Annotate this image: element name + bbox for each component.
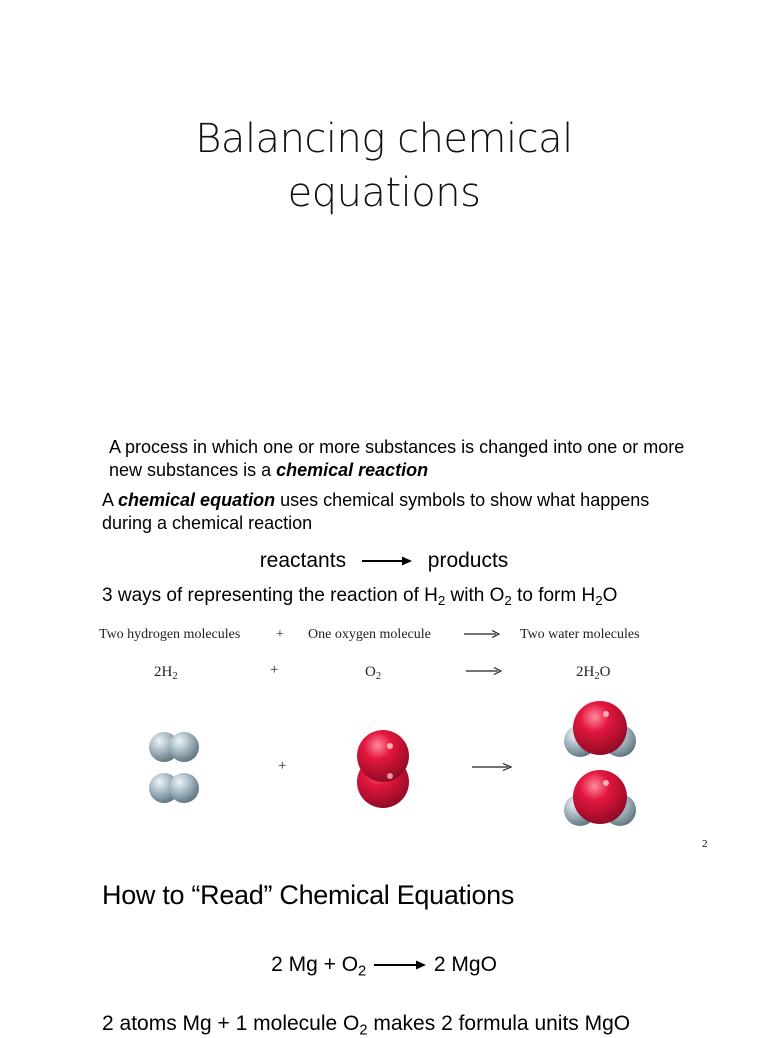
title-line-2: equations xyxy=(287,170,481,216)
ways-sub-3: 2 xyxy=(595,592,603,608)
reactants-label: reactants xyxy=(259,549,347,572)
mg-arrow-icon xyxy=(374,959,426,971)
ways-text-1: 3 ways of representing the reaction of H xyxy=(102,585,438,606)
ways-sub-1: 2 xyxy=(437,592,446,608)
formula-hydrogen xyxy=(154,664,178,681)
reaction-arrow-icon xyxy=(362,555,412,567)
hydrogen-molecule-2 xyxy=(149,773,199,803)
title-line-1: Balancing chemical xyxy=(195,116,573,162)
reactants-products-line xyxy=(0,547,768,575)
products-label: products xyxy=(427,549,509,572)
atoms-line xyxy=(102,1010,630,1038)
mg-equation-sub: 2 xyxy=(358,963,367,980)
definition2-term: chemical equation xyxy=(118,490,276,510)
formula-arrow-icon xyxy=(466,665,502,677)
atoms-sub: 2 xyxy=(359,1022,368,1038)
mg-equation-left: 2 Mg + O xyxy=(271,953,359,976)
definition1-text: A process in which one or more substances is changed into one or more new substances is a xyxy=(109,437,685,480)
chemical-equation-definition xyxy=(102,489,702,535)
water-molecule-1 xyxy=(564,701,636,757)
chemical-reaction-definition xyxy=(109,436,689,482)
ways-text-2: with O xyxy=(445,585,505,606)
oxygen-molecule-model xyxy=(350,726,416,810)
formula-o2-sub: 2 xyxy=(375,671,382,683)
ways-text-3: to form H xyxy=(511,585,596,606)
atoms-text-1: 2 atoms Mg + 1 molecule O xyxy=(102,1012,360,1035)
section-heading: How to “Read” Chemical Equations xyxy=(102,880,515,910)
three-ways-line xyxy=(102,583,617,609)
hydrogen-molecule-1 xyxy=(149,732,199,762)
definition2-prefix: A xyxy=(102,490,119,510)
caption-hydrogen: Two hydrogen molecules xyxy=(99,627,241,642)
ways-text-4: O xyxy=(602,585,618,606)
models-plus: + xyxy=(278,758,287,774)
mg-equation xyxy=(0,951,768,979)
hydrogen-molecules-model xyxy=(145,726,205,810)
formula-h2-coef: 2H xyxy=(154,664,173,680)
models-arrow-icon xyxy=(472,761,512,773)
definition2-text: uses chemical symbols to show what happens during a chemical reaction xyxy=(102,490,650,533)
formula-water xyxy=(576,664,610,681)
caption-water: Two water molecules xyxy=(520,627,640,642)
atoms-text-2: makes 2 formula units MgO xyxy=(367,1012,631,1035)
formula-h2o-coef: 2H xyxy=(576,664,595,680)
formula-h2o-sub: 2 xyxy=(594,671,600,683)
water-molecules-model xyxy=(560,698,640,830)
caption-arrow-icon xyxy=(464,628,500,640)
ways-sub-2: 2 xyxy=(504,592,512,608)
formula-h2-sub: 2 xyxy=(172,671,178,683)
page-number: 2 xyxy=(702,838,708,850)
page-title xyxy=(0,112,768,220)
formula-h2o-end: O xyxy=(599,664,611,680)
water-molecule-2 xyxy=(564,770,636,826)
caption-oxygen: One oxygen molecule xyxy=(308,627,431,642)
formula-oxygen xyxy=(365,664,381,681)
formula-o2: O xyxy=(365,664,376,680)
formula-plus: + xyxy=(270,662,279,678)
definition1-term: chemical reaction xyxy=(276,460,429,480)
mg-equation-right: 2 MgO xyxy=(433,953,497,976)
caption-plus: + xyxy=(276,627,284,642)
